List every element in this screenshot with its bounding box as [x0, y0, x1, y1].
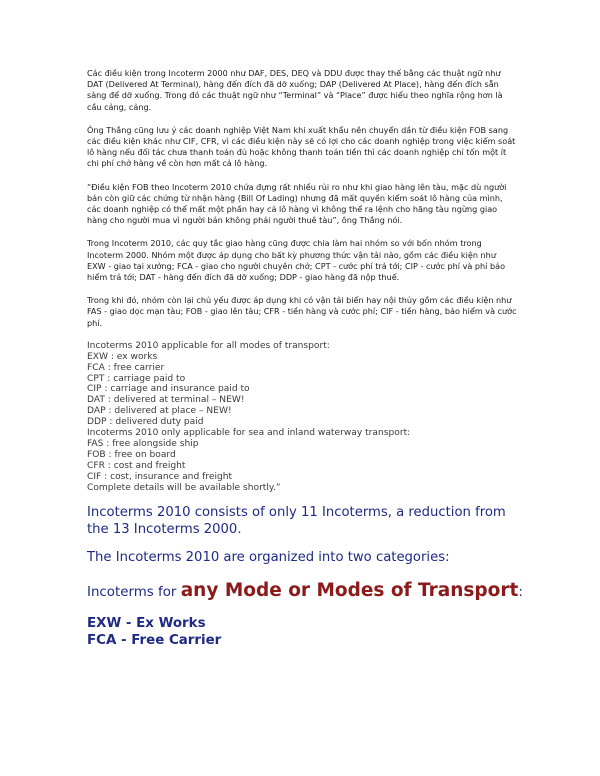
document-page [87, 68, 523, 649]
paragraph-4: Trong Incoterm 2010, các quy tắc giao hàng cũng được chia làm hai nhóm so với bốn nhóm trong Incoterm 2000. Nhóm một được áp dụng cho bất kỳ phương thức vận tải nào, gồm các điều kiện như EXW - giao tại xưởng; FCA - giao cho người chuyên chở; CPT - cước phí trả tới; CIP - cước phí và phí bảo hiểm trả tới; DAT - hàng đến đích đã dỡ xuống; DDP - giao hàng đã nộp thuế. [87, 238, 506, 283]
english-line: CIF : cost, insurance and freight [87, 471, 233, 482]
english-line: FAS : free alongside ship [87, 439, 199, 450]
paragraph-3: “Điều kiện FOB theo Incoterm 2010 chứa đựng rất nhiều rủi ro như khi giao hàng lên tàu, mặc dù người bán còn giữ các chứng từ nhận hàng (Bill Of Lading) nhưng đã mất quyền kiểm soát lô hàng của mình, các doanh nghiệp có thể mất một phần hay cả lô hàng vì không thể ra lệnh cho hãng tàu ngừng giao hàng cho người mua vì người bán không phải người thuê tàu”, ông Thắng nói. [87, 181, 507, 226]
mode-heading [87, 579, 523, 603]
english-line: DDP : delivered duty paid [87, 417, 204, 428]
english-line: FCA : free carrier [87, 362, 165, 373]
english-line: Complete details will be available shortly.” [87, 482, 281, 493]
english-line: DAT : delivered at terminal – NEW! [87, 395, 245, 406]
term-list [87, 615, 517, 649]
summary-categories: The Incoterms 2010 are organized into two categories: [87, 549, 450, 565]
english-line: FOB : free on board [87, 449, 176, 460]
term-fca: FCA - Free Carrier [87, 632, 222, 648]
english-line: CIP : carriage and insurance paid to [87, 384, 250, 395]
paragraph-1: Các điều kiện trong Incoterm 2000 như DAF, DES, DEQ và DDU được thay thế bằng các thuật ngữ như DAT (Delivered At Terminal), hàng đến đích đã dỡ xuống; DAP (Delivered At Place), hàng đến đích sẵn sàng để dỡ xuống. Trong đó các thuật ngữ như “Terminal” và “Place” được hiểu theo nghĩa rộng hơn là cầu cảng, cảng. [87, 68, 503, 112]
summary-count: Incoterms 2010 consists of only 11 Incoterms, a reduction from the 13 Incoterms 2000. [87, 504, 506, 537]
paragraph-5: Trong khi đó, nhóm còn lại chủ yếu được áp dụng khi có vận tải biển hay nội thủy gồm các điều kiện như FAS - giao dọc mạn tàu; FOB - giao lên tàu; CFR - tiền hàng và cước phí; CIF - tiền hàng, bảo hiểm và cước phí. [87, 295, 517, 328]
english-list [87, 341, 517, 494]
mode-heading-suffix: : [518, 584, 523, 600]
term-exw: EXW - Ex Works [87, 615, 206, 631]
english-line: Incoterms 2010 only applicable for sea and inland waterway transport: [87, 428, 411, 439]
english-line: EXW : ex works [87, 351, 158, 362]
paragraph-2: Ông Thắng cũng lưu ý các doanh nghiệp Việt Nam khi xuất khẩu nên chuyển dần từ điều kiện FOB sang các điều kiện khác như CIF, CFR, vì các điều kiện này sẽ có lợi cho các doanh nghiệp trong việc kiểm soát lô hàng nếu đối tác chưa thanh toán đủ hoặc không thanh toán tiền thì các doanh nghiệp chỉ tốn một ít chi phí chở hàng về còn hơn mất cả lô hàng. [87, 124, 516, 169]
english-line: CPT : carriage paid to [87, 373, 186, 384]
vietnamese-section [87, 68, 517, 329]
english-line: Incoterms 2010 applicable for all modes of transport: [87, 340, 330, 351]
english-line: DAP : delivered at place – NEW! [87, 406, 232, 417]
english-line: CFR : cost and freight [87, 460, 186, 471]
mode-heading-prefix: Incoterms for [87, 584, 181, 600]
mode-heading-emphasis: any Mode or Modes of Transport [180, 579, 519, 601]
